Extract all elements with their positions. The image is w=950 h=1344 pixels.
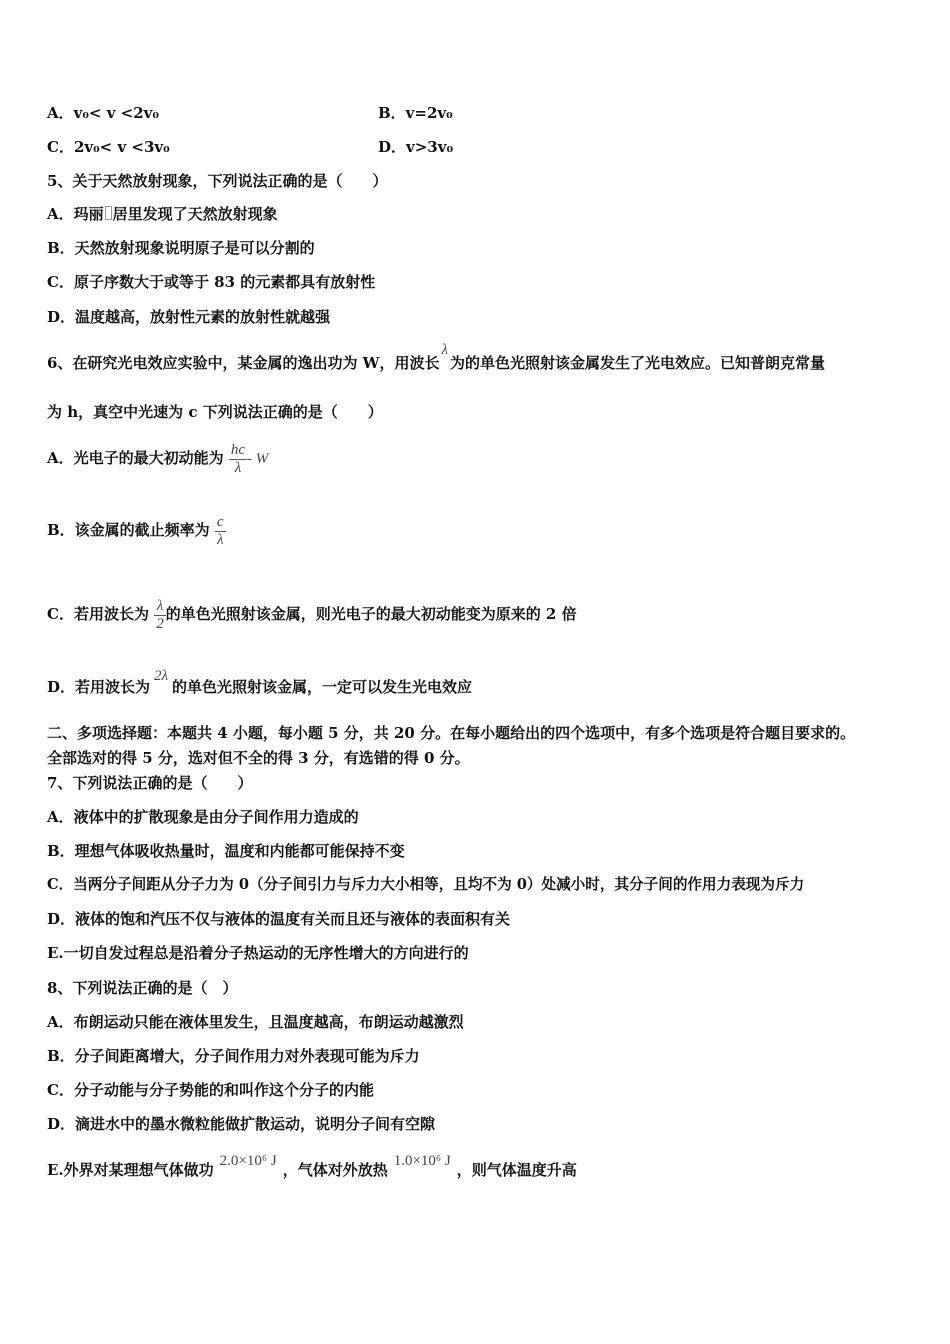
q6-option-c-tail: 的单色光照射该金属，则光电子的最大初动能变为原来的 2 倍 (165, 605, 577, 623)
q6-option-b (47, 500, 226, 560)
q6-option-d-formula: 2λ (154, 668, 169, 684)
q5-stem: 5、关于天然放射现象，下列说法正确的是（ ） (47, 172, 388, 190)
q4-option-c: C．2v₀< v <3v₀ (47, 138, 170, 156)
q5-option-b: B．天然放射现象说明原子是可以分割的 (47, 239, 315, 257)
q5-option-d: D．温度越高，放射性元素的放射性就越强 (47, 308, 331, 326)
q5-option-a-pre: A．玛丽 (47, 205, 104, 223)
section2-instructions-line2: 全部选对的得 5 分，选对但不全的得 3 分，有选错的得 0 分。 (47, 749, 470, 767)
section2-instructions-line1: 二、多项选择题：本题共 4 小题，每小题 5 分，共 20 分。在每小题给出的四个选项中，有多个选项是符合题目要求的。 (47, 724, 856, 742)
q6-stem-part2: 为的单色光照射该金属发生了光电效应。已知普朗克常量 (450, 354, 826, 372)
q6-option-c-denominator: 2 (156, 615, 164, 632)
q6-stem-part1: 6、在研究光电效应实验中，某金属的逸出功为 W，用波长 (47, 354, 440, 372)
q6-option-c (47, 584, 577, 644)
q6-option-c-numerator: λ (156, 597, 164, 614)
q6-lambda: λ (441, 342, 449, 358)
q8-option-b: B．分子间距离增大，分子间作用力对外表现可能为斥力 (47, 1047, 420, 1065)
q6-option-a-numerator: hc (230, 441, 246, 458)
q6-option-a-tail: - W (247, 451, 269, 467)
q8-option-a: A．布朗运动只能在液体里发生，且温度越高，布朗运动越激烈 (47, 1013, 464, 1031)
q8-option-e (47, 1153, 577, 1181)
q6-option-d-text: D．若用波长为 (47, 678, 151, 696)
q7-option-c: C．当两分子间距从分子力为 0（分子间引力与斥力大小相等，且均不为 0）处减小时，其分子间的作用力表现为斥力 (47, 876, 805, 893)
q7-option-b: B．理想气体吸收热量时，温度和内能都可能保持不变 (47, 842, 405, 860)
q6-option-d (47, 668, 473, 698)
q8-option-c: C．分子动能与分子势能的和叫作这个分子的内能 (47, 1081, 374, 1099)
q5-option-a-post: 居里发现了天然放射现象 (112, 205, 278, 223)
q6-option-a (47, 438, 268, 479)
q6-stem-line1 (47, 342, 826, 374)
q6-option-c-fraction (154, 598, 166, 633)
q5-option-a (47, 204, 278, 224)
q6-option-c-text: C．若用波长为 (47, 605, 149, 623)
q6-stem-line2: 为 h，真空中光速为 c 下列说法正确的是（ ） (47, 403, 383, 421)
q6-option-b-text: B．该金属的截止频率为 (47, 521, 210, 539)
q8-option-d: D．滴进水中的墨水微粒能做扩散运动，说明分子间有空隙 (47, 1115, 436, 1133)
q6-option-d-tail: 的单色光照射该金属，一定可以发生光电效应 (172, 678, 473, 696)
q6-option-b-denominator: λ (215, 531, 226, 549)
missing-glyph-box (105, 206, 112, 220)
q8-stem: 8、下列说法正确的是（ ） (47, 979, 238, 997)
q4-option-d: D．v>3v₀ (378, 138, 454, 156)
q8-option-e-text: E.外界对某理想气体做功 (47, 1161, 214, 1179)
q4-option-b: B．v=2v₀ (378, 104, 453, 122)
q4-option-a: A．v₀< v <2v₀ (47, 104, 159, 122)
q7-option-a: A．液体中的扩散现象是由分子间作用力造成的 (47, 808, 359, 826)
q8-option-e-formula-work: 2.0×10⁶ J (219, 1153, 277, 1169)
q7-option-e: E.一切自发过程总是沿着分子热运动的无序性增大的方向进行的 (47, 944, 469, 962)
q8-option-e-tail: ，则气体温度升高 (456, 1161, 577, 1179)
q8-option-e-mid: ，气体对外放热 (282, 1161, 388, 1179)
q5-option-c: C．原子序数大于或等于 83 的元素都具有放射性 (47, 273, 376, 291)
q6-option-b-numerator: c (216, 513, 224, 530)
q6-option-a-text: A．光电子的最大初动能为 (47, 449, 224, 467)
q6-option-a-denominator: λ (229, 459, 247, 477)
q6-option-a-fraction (229, 442, 247, 477)
q7-stem: 7、下列说法正确的是（ ） (47, 774, 253, 792)
q7-option-d: D．液体的饱和汽压不仅与液体的温度有关而且还与液体的表面积有关 (47, 910, 511, 928)
q6-option-b-fraction (215, 514, 226, 549)
q8-option-e-formula-heat: 1.0×10⁶ J (393, 1153, 451, 1169)
